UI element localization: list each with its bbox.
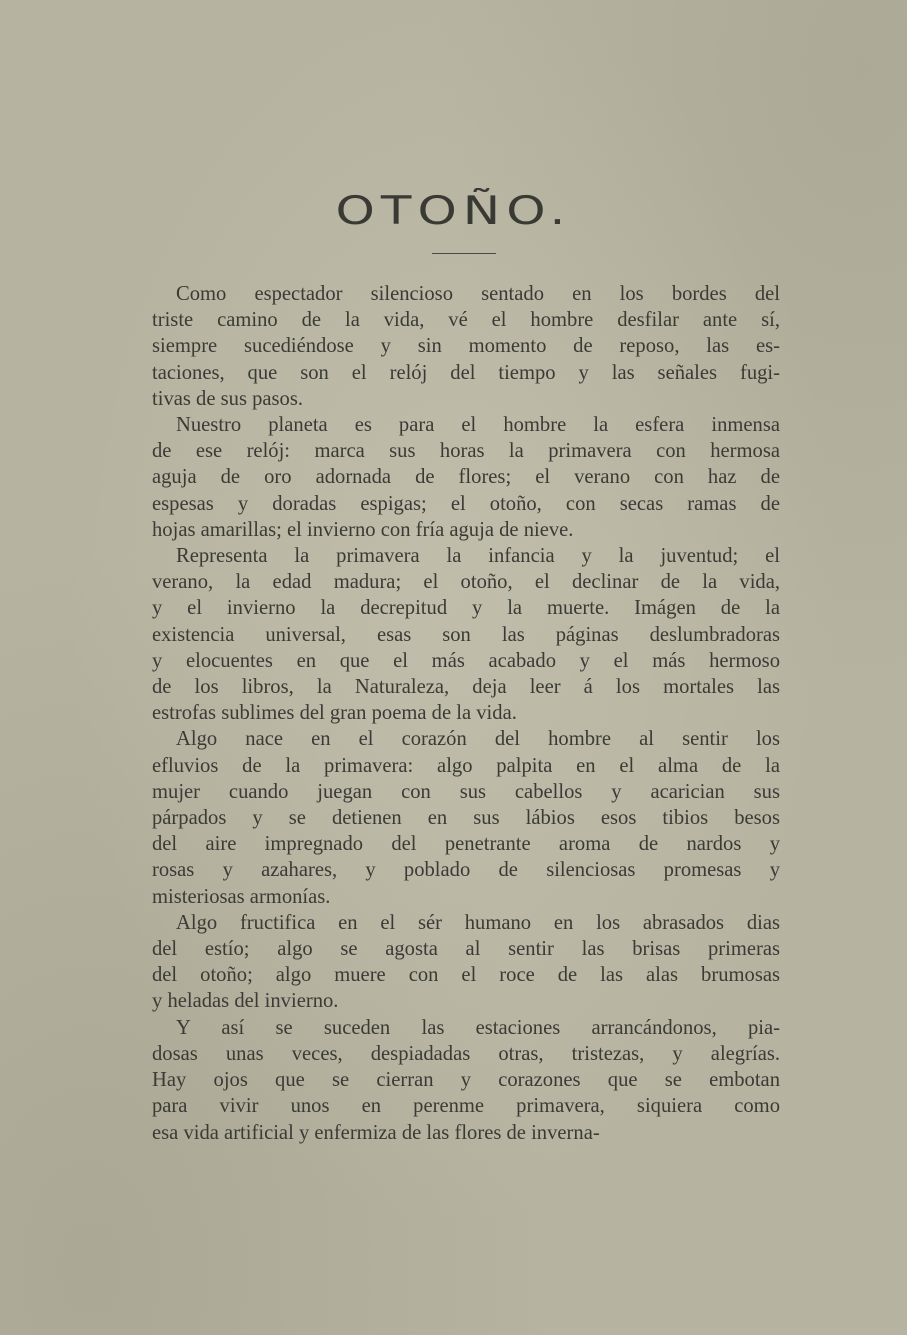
text-line: espesas y doradas espigas; el otoño, con secas ramas de <box>152 492 780 515</box>
text-line: hojas amarillas; el invierno con fría aguja de nieve. <box>152 518 574 541</box>
text-line: de ese relój: marca sus horas la primavera con hermosa <box>152 440 780 463</box>
text-line: siempre sucediéndose y sin momento de reposo, las es- <box>152 335 780 358</box>
text-line: misteriosas armonías. <box>152 885 331 908</box>
text-line: taciones, que son el relój del tiempo y las señales fugi- <box>152 361 780 384</box>
chapter-title: OTOÑO. <box>335 188 572 234</box>
paragraph <box>152 543 780 726</box>
paragraph <box>152 726 780 909</box>
text-line: triste camino de la vida, vé el hombre desfilar ante sí, <box>152 309 780 332</box>
text-line: y elocuentes en que el más acabado y el más hermoso <box>152 649 780 672</box>
text-line: aguja de oro adornada de flores; el verano con haz de <box>152 466 780 489</box>
body-text <box>152 281 780 1146</box>
text-line: existencia universal, esas son las páginas deslumbradoras <box>152 623 780 646</box>
text-line: tivas de sus pasos. <box>152 387 304 410</box>
text-line: y heladas del invierno. <box>152 990 339 1013</box>
text-line: rosas y azahares, y poblado de silenciosas promesas y <box>152 859 780 882</box>
text-line: del aire impregnado del penetrante aroma de nardos y <box>152 833 780 856</box>
text-line: Como espectador silencioso sentado en los bordes del <box>176 283 780 305</box>
text-line: mujer cuando juegan con sus cabellos y acarician sus <box>152 780 780 803</box>
paragraph <box>152 1015 780 1146</box>
text-line: verano, la edad madura; el otoño, el declinar de la vida, <box>152 571 780 594</box>
text-line: Algo fructifica en el sér humano en los abrasados dias <box>176 911 780 934</box>
paragraph <box>152 281 780 412</box>
text-line: Algo nace en el corazón del hombre al sentir los <box>176 728 780 751</box>
text-line: del estío; algo se agosta al sentir las brisas primeras <box>152 938 780 961</box>
text-line: Y así se suceden las estaciones arrancándonos, pia- <box>176 1016 780 1039</box>
text-line: estrofas sublimes del gran poema de la vida. <box>152 702 517 725</box>
paragraph <box>152 412 780 543</box>
text-line: esa vida artificial y enfermiza de las flores de inverna- <box>152 1121 600 1144</box>
text-line: párpados y se detienen en sus lábios esos tibios besos <box>152 807 780 830</box>
text-line: dosas unas veces, despiadadas otras, tristezas, y alegrías. <box>152 1042 780 1065</box>
text-line: para vivir unos en perenme primavera, siquiera como <box>152 1095 780 1118</box>
text-line: efluvios de la primavera: algo palpita en el alma de la <box>152 754 780 777</box>
text-line: Nuestro planeta es para el hombre la esfera inmensa <box>176 414 780 437</box>
paragraph <box>152 910 780 1015</box>
text-line: Hay ojos que se cierran y corazones que se embotan <box>152 1069 780 1092</box>
title-divider <box>432 253 496 254</box>
text-line: y el invierno la decrepitud y la muerte. Imágen de la <box>152 597 780 620</box>
text-line: Representa la primavera la infancia y la juventud; el <box>176 545 780 568</box>
text-line: del otoño; algo muere con el roce de las alas brumosas <box>152 964 780 987</box>
text-line: de los libros, la Naturaleza, deja leer á los mortales las <box>152 676 780 699</box>
